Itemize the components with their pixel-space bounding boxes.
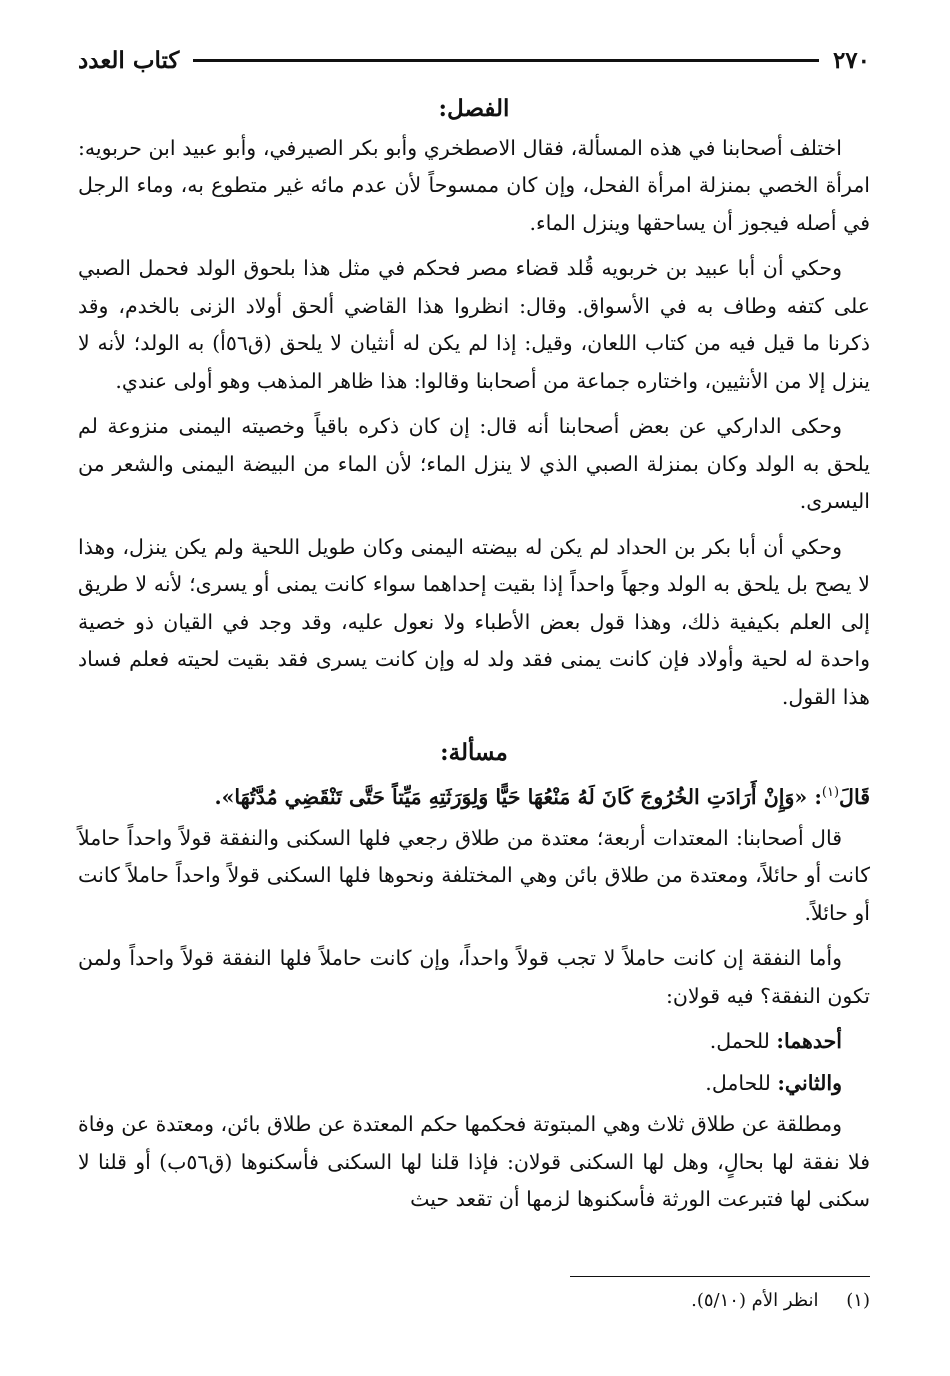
header-rule [193, 59, 819, 62]
section-title-masala: مسألة: [440, 739, 508, 766]
paragraph: وحكى الداركي عن بعض أصحابنا أنه قال: إن كان ذكره باقياً وخصيته اليمنى منزوعة لم يلحق به الولد وكان بمنزلة الصبي الذي لا ينزل الماء؛ لأن الماء من البيضة اليمنى والشعر من اليسرى. [78, 414, 870, 513]
opinion-item [78, 1023, 870, 1061]
opinion-label: أحدهما: [776, 1029, 842, 1054]
opinion-label: والثاني: [777, 1070, 842, 1095]
paragraph: ومطلقة عن طلاق ثلاث وهي المبتوتة فحكمها حكم المعتدة عن طلاق بائن، ومعتدة عن وفاة فلا نفقة لها بحالٍ، وهل لها السكنى قولان: فإذا قلنا لها السكنى فأسكنوها (ق٥٦ب) أو قلنا لا سكنى لها فتبرعت الورثة فأسكنوها لزمها أن تقعد حيث [78, 1112, 870, 1212]
paragraph: وحكي أن أبا بكر بن الحداد لم يكن له بيضته اليمنى وكان طويل اللحية ولم يكن ينزل، وهذا لا يصح بل يلحق به الولد وجهاً واحداً إذا بقيت إحداهما سواء كانت يمنى أو يسرى؛ لأنه لا طريق إلى العلم بكيفية ذلك، وهذا قول بعض الأطباء ولا نعول عليه، وقد وجد في القيان ذو خصية واحدة له لحية وأولاد فإن كانت يمنى فقد ولد له وإن كانت يسرى فقد بقيت لحيته فعلم فساد هذا القول. [78, 534, 870, 709]
paragraph: وحكي أن أبا عبيد بن خربويه قُلد قضاء مصر فحكم في مثل هذا بلحوق الولد فحمل الصبي على كتفه وطاف به في الأسواق. وقال: انظروا هذا القاضي ألحق أولاد الزنى بالخدم، وقد ذكرنا ما قيل فيه من كتاب اللعان، وقيل: إذا لم يكن له أنثيان لا يلحق (ق٥٦أ) به الولد؛ لأنه لا ينزل إلا من الأنثيين، واختاره جماعة من أصحابنا وقالوا: هذا ظاهر المذهب وهو أولى عندي. [78, 256, 871, 393]
opinion-text: للحامل. [705, 1070, 778, 1095]
quote-text: : «وَإِنْ أَرَادَتِ الخُرُوجَ كَانَ لَهُ مَنْعُهَا حَيًّا وَلِوَرَثَتِهِ مَيِّتاً حَتَّى تَنْقَضِي مُدَّتُهَا». [214, 784, 822, 809]
book-title: كتاب العدد [78, 46, 180, 74]
footnote [78, 1286, 870, 1316]
quoted-text-line [78, 774, 870, 816]
section-title-fasl: الفصل: [438, 95, 510, 122]
quote-prefix: قَالَ [839, 784, 870, 809]
page-header [78, 40, 870, 80]
paragraph: وأما النفقة إن كانت حاملاً لا تجب قولاً واحداً، وإن كانت حاملاً فلها النفقة قولاً واحداً ولمن تكون النفقة؟ فيه قولان: [78, 946, 870, 1008]
opinion-text: للحمل. [709, 1029, 777, 1054]
paragraph: اختلف أصحابنا في هذه المسألة، فقال الاصطخري وأبو بكر الصيرفي، وأبو عبيد ابن حربويه: امرأة الخصي بمنزلة امرأة الفحل، وإن كان ممسوحاً لأن عدم مائه غير متطوع به، وماء الرجل في أصله فيجوز أن يساحقها وينزل الماء. [78, 135, 870, 235]
page-number: ٢٧٠ [832, 46, 870, 74]
page-body [78, 90, 870, 1227]
footnote-text: انظر الأم (٥/١٠). [691, 1290, 819, 1311]
opinion-item [78, 1065, 870, 1103]
footnote-marker: (١) [821, 784, 840, 800]
footnote-divider [570, 1276, 870, 1277]
footnote-number: (١) [846, 1290, 870, 1311]
paragraph: قال أصحابنا: المعتدات أربعة؛ معتدة من طلاق رجعي فلها السكنى والنفقة قولاً واحداً حاملاً كانت أو حائلاً، ومعتدة من طلاق بائن وهي المختلفة ونحوها فلها السكنى قولاً واحداً حاملاً كانت أو حائلاً. [78, 825, 870, 925]
